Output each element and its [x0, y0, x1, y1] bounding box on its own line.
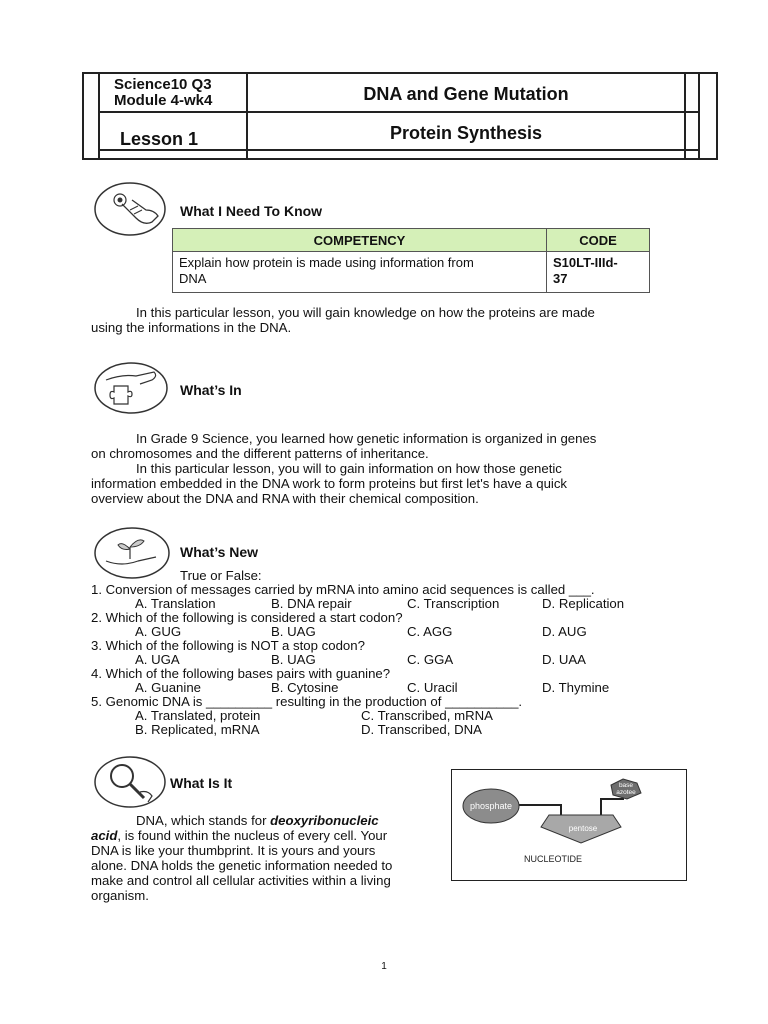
quiz-option: B. UAG	[271, 624, 316, 639]
whats-in-line: In Grade 9 Science, you learned how genetic information is organized in genes	[136, 431, 597, 446]
what-is-it-line: alone. DNA holds the genetic information needed to	[91, 858, 393, 873]
whats-in-line: overview about the DNA and RNA with their chemical composition.	[91, 491, 479, 506]
competency-header: COMPETENCY	[173, 229, 547, 252]
quiz-option: A. GUG	[135, 624, 182, 639]
what-is-it-text: , is found within the nucleus of every cell. Your	[117, 828, 388, 843]
intro-line: using the informations in the DNA.	[91, 320, 292, 335]
quiz-option: C. GGA	[407, 652, 454, 667]
quiz-question: 1. Conversion of messages carried by mRNA into amino acid sequences is called ___.	[91, 582, 595, 597]
nucleotide-caption: NUCLEOTIDE	[523, 854, 583, 864]
lesson-title: Protein Synthesis	[389, 123, 543, 143]
quiz-option: C. Transcribed, mRNA	[361, 708, 493, 723]
competency-table	[172, 228, 650, 293]
module-label: Module 4-wk4	[114, 92, 213, 109]
quiz-option: D. Thymine	[542, 680, 610, 695]
what-is-it-text: DNA, which stands for	[136, 813, 271, 828]
competency-cell	[173, 252, 547, 293]
quiz-option: C. AGG	[407, 624, 453, 639]
magnifying-glass-icon	[92, 754, 168, 810]
quiz-option: B. UAG	[271, 652, 316, 667]
what-is-it-line: organism.	[91, 888, 149, 903]
quiz-option: D. AUG	[542, 624, 587, 639]
header-border	[698, 74, 700, 158]
base-label: base	[618, 782, 634, 789]
quiz-question: 4. Which of the following bases pairs with guanine?	[91, 666, 391, 681]
pentose-label: pentose	[568, 824, 598, 833]
quiz-option: C. Uracil	[407, 680, 458, 695]
nucleotide-diagram	[451, 769, 687, 881]
touch-hand-icon	[92, 180, 168, 238]
quiz-question: 5. Genomic DNA is _________ resulting in the production of __________.	[91, 694, 523, 709]
quiz-option: B. Replicated, mRNA	[135, 722, 260, 737]
header-border	[684, 74, 686, 158]
quiz-option: B. Cytosine	[271, 680, 339, 695]
quiz-option: A. Guanine	[135, 680, 201, 695]
what-is-it-line: DNA is like your thumbprint. It is yours and yours	[91, 843, 376, 858]
quiz-option: D. Transcribed, DNA	[361, 722, 482, 737]
whats-in-line: In this particular lesson, you will to gain information on how those genetic	[136, 461, 562, 476]
quiz-question: 3. Which of the following is NOT a stop codon?	[91, 638, 365, 653]
base-label: azotee	[616, 789, 636, 796]
competency-text-line: Explain how protein is made using information from	[179, 255, 474, 270]
lesson-label: Lesson 1	[120, 129, 199, 149]
quiz-option: A. UGA	[135, 652, 180, 667]
header-border	[98, 74, 100, 158]
phosphate-label: phosphate	[469, 801, 513, 811]
puzzle-hand-icon	[92, 360, 170, 416]
what-is-it-line	[136, 813, 379, 828]
whats-in-line: on chromosomes and the different patterns of inheritance.	[91, 446, 429, 461]
what-is-it-term: acid	[91, 828, 118, 843]
quiz-question: 2. Which of the following is considered a start codon?	[91, 610, 403, 625]
quiz-option: D. UAA	[542, 652, 586, 667]
competency-text-line: DNA	[179, 271, 207, 286]
code-text-line: 37	[553, 271, 568, 286]
quiz-option: C. Transcription	[407, 596, 500, 611]
quiz-option: D. Replication	[542, 596, 625, 611]
page-number: 1	[381, 961, 387, 972]
header-border	[98, 111, 698, 113]
what-is-it-line: make and control all cellular activities within a living	[91, 873, 391, 888]
quiz-option: A. Translated, protein	[135, 708, 261, 723]
section-heading-whats-in: What’s In	[180, 382, 242, 398]
code-text-line: S10LT-IIId-	[553, 255, 618, 270]
code-header: CODE	[547, 229, 650, 252]
intro-line: In this particular lesson, you will gain knowledge on how the proteins are made	[136, 305, 595, 320]
section-heading-need-to-know: What I Need To Know	[180, 203, 323, 219]
what-is-it-term: deoxyribonucleic	[270, 813, 379, 828]
whats-in-line: information embedded in the DNA work to form proteins but first let's have a quick	[91, 476, 568, 491]
quiz-instruction: True or False:	[180, 568, 262, 583]
plant-hands-icon	[92, 525, 172, 581]
quiz-option: A. Translation	[135, 596, 216, 611]
section-heading-what-is-it: What Is It	[170, 775, 233, 791]
code-cell	[547, 252, 650, 293]
header-table	[82, 72, 718, 160]
module-title: DNA and Gene Mutation	[363, 84, 569, 104]
section-heading-whats-new: What’s New	[180, 544, 259, 560]
what-is-it-line	[91, 828, 387, 843]
course-label: Science10 Q3	[114, 76, 212, 93]
quiz-option: B. DNA repair	[271, 596, 352, 611]
